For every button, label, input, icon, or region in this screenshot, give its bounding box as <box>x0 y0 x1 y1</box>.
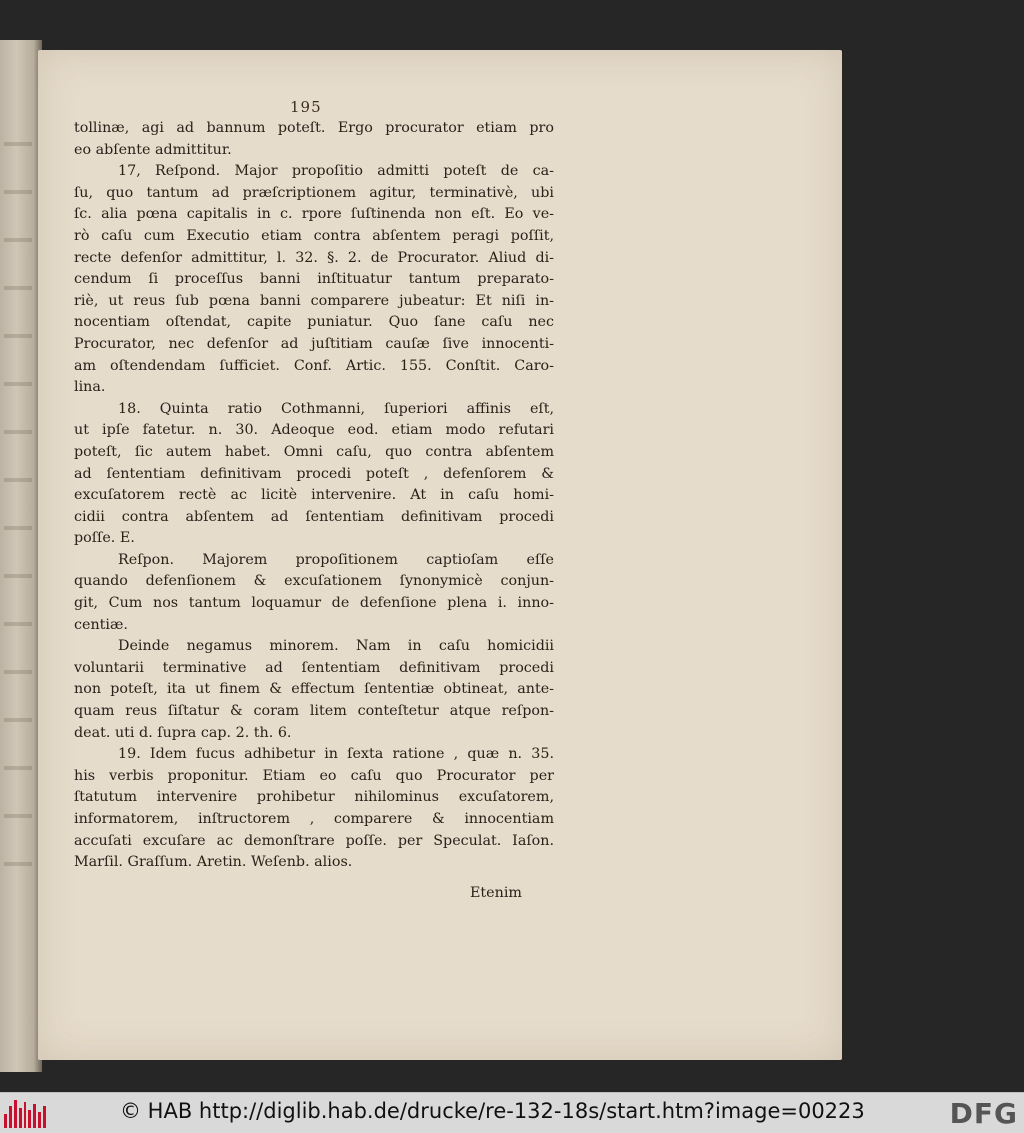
text-line: quam reus ſiſtatur & coram litem conteſtetur atque reſpon- <box>74 703 554 720</box>
text-line: accuſati excuſare ac demonſtrare poſſe. per Speculat. Iaſon. <box>74 832 554 849</box>
text-line: voluntarii terminative ad ſententiam definitivam procedi <box>74 659 554 676</box>
text-line: ſu, quo tantum ad præſcriptionem agitur, terminativè, ubi <box>74 184 554 201</box>
text-line: poteſt, ſic autem habet. Omni caſu, quo contra abſentem <box>74 443 554 460</box>
text-line: centiæ. <box>74 616 128 633</box>
text-line: cendum ſi proceſſus banni inſtituatur tantum preparato- <box>74 271 554 288</box>
text-line: ad ſententiam definitivam procedi poteſt , defenſorem & <box>74 465 554 482</box>
text-line: ſc. alia pœna capitalis in c. rpore ſuſtinenda non eſt. Eo ve- <box>74 206 554 223</box>
hab-logo-icon <box>4 1098 46 1128</box>
text-line: rò caſu cum Executio etiam contra abſentem peragi poſſit, <box>74 227 554 244</box>
text-line: cidii contra abſentem ad ſententiam definitivam procedi <box>74 508 554 525</box>
text-line: 18. Quinta ratio Cothmanni, ſuperiori affinis eſt, <box>118 400 554 417</box>
text-line: riè, ut reus ſub pœna banni comparere jubeatur: Et niſi in- <box>74 292 554 309</box>
page-number: 195 <box>290 98 322 116</box>
text-line: Deinde negamus minorem. Nam in caſu homicidii <box>118 638 554 655</box>
text-line: 17, Reſpond. Major propoſitio admitti poteſt de ca- <box>118 163 554 180</box>
text-line: informatorem, inſtructorem , comparere & innocentiam <box>74 811 554 827</box>
text-line: recte defenſor admittitur, l. 32. §. 2. de Procurator. Aliud di- <box>74 249 554 266</box>
text-line: ſtatutum intervenire prohibetur nihilominus excuſatorem, <box>74 789 554 806</box>
text-line: 19. Idem fucus adhibetur in ſexta ratione , quæ n. 35. <box>118 746 554 763</box>
text-line: eo abſente admittitur. <box>74 141 232 158</box>
text-line: lina. <box>74 379 106 396</box>
catchword: Etenim <box>470 885 522 901</box>
text-line: ut ipſe fatetur. n. 30. Adeoque eod. etiam modo refutari <box>74 422 554 439</box>
text-line: git, Cum nos tantum loquamur de defenſione plena i. inno- <box>74 595 554 612</box>
text-line: deat. uti d. ſupra cap. 2. th. 6. <box>74 724 292 741</box>
text-line: Reſpon. Majorem propoſitionem captioſam eſſe <box>118 551 554 568</box>
text-line: Procurator, nec defenſor ad juſtitiam cauſæ ſive innocenti- <box>74 335 554 352</box>
dfg-logo: DFG <box>949 1097 1018 1130</box>
text-line: poſſe. E. <box>74 530 135 547</box>
text-line: his verbis proponitur. Etiam eo caſu quo Procurator per <box>74 767 554 784</box>
viewer-footer <box>0 1092 1024 1133</box>
page-text <box>74 118 554 874</box>
text-line: quando defenſionem & excuſationem ſynonymicè conjun- <box>74 573 554 590</box>
text-line: tollinæ, agi ad bannum poteſt. Ergo procurator etiam pro <box>74 120 554 136</box>
previous-page-edge <box>0 40 42 1072</box>
text-line: Marſil. Graſſum. Aretin. Weſenb. alios. <box>74 854 353 871</box>
text-line: nocentiam oſtendat, capite puniatur. Quo ſane caſu nec <box>74 314 554 331</box>
text-line: am oſtendendam ſufficiet. Conf. Artic. 155. Conſtit. Caro- <box>74 357 554 374</box>
copyright-url: © HAB http://diglib.hab.de/drucke/re-132-18s/start.htm?image=00223 <box>120 1099 865 1123</box>
text-line: excuſatorem rectè ac licitè intervenire. At in caſu homi- <box>74 487 554 504</box>
text-line: non poteſt, ita ut finem & effectum ſententiæ obtineat, ante- <box>74 681 554 698</box>
